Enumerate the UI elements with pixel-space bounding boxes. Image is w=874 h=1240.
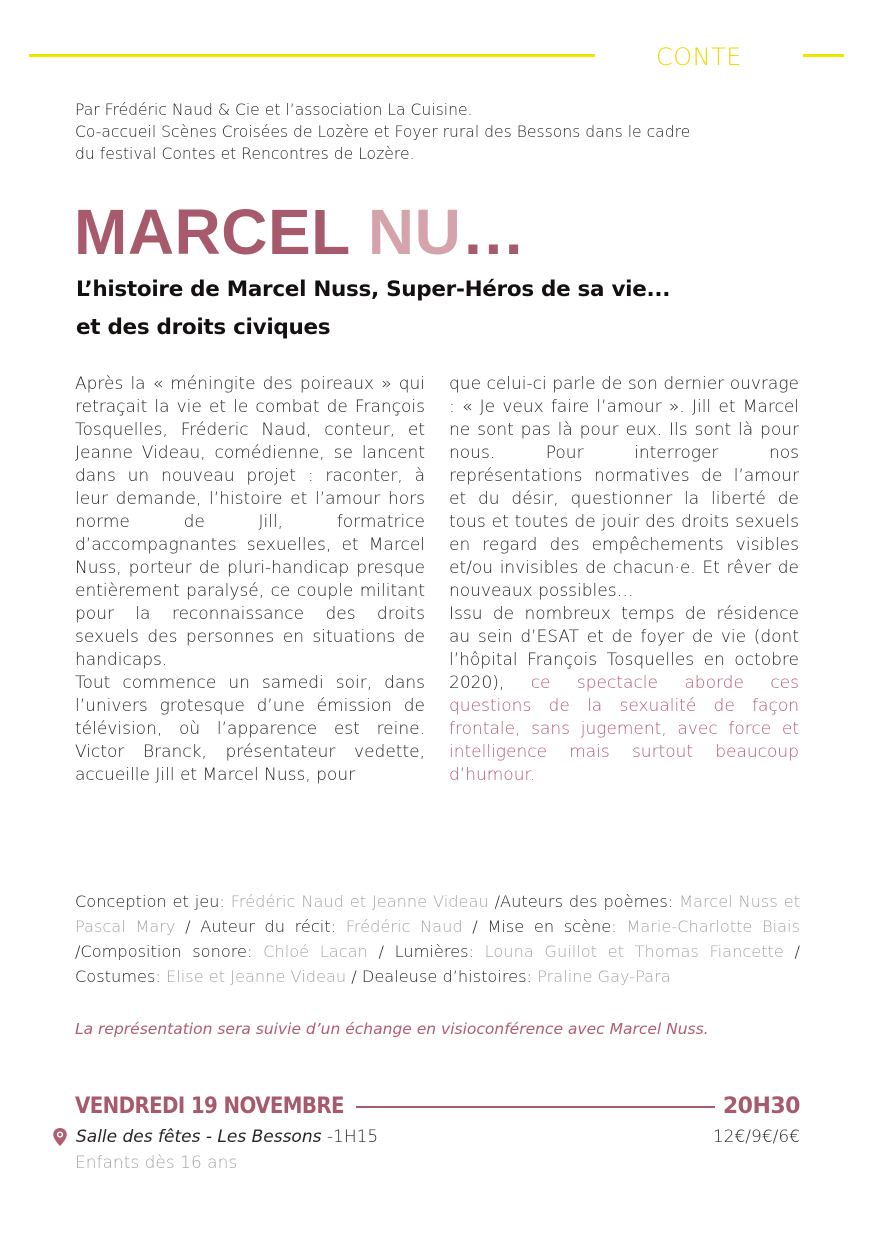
body-paragraph-2-start: Tout commence un samedi soir, dans l’univers grotesque d’une émission de télévision, où l’apparence est reine. Victor Branck, présentateur vedette, accueille Jill et Marcel Nuss, pour [75, 673, 425, 785]
event-date-row [75, 1090, 800, 1122]
credit-value: Marcel Nuss et Pascal Mary [75, 892, 800, 936]
subtitle-line-1: L’histoire de Marcel Nuss, Super-Héros de sa vie... [76, 277, 671, 302]
visio-note: La représentation sera suivie d’un échange en visioconférence avec Marcel Nuss. [75, 1020, 709, 1038]
header-rule-left [29, 54, 595, 57]
date-leader-line [356, 1106, 715, 1108]
title-part-2: NU [367, 196, 462, 268]
show-title [74, 192, 526, 272]
venue-name: Salle des fêtes - Les Bessons [76, 1127, 322, 1147]
venue-text [76, 1127, 378, 1147]
credit-label: / Dealeuse d’histoires: [351, 967, 538, 986]
credit-label: /Auteurs des poèmes: [494, 892, 680, 911]
credit-label: / Costumes: [75, 942, 801, 986]
body-paragraph-1: Après la « méningite des poireaux » qui retraçait la vie et le combat de François Tosquelles, Fréderic Naud, conteur, et Jeanne Videau, comédienne, se lancent dans un nouveau projet : raconter, à leur demande, l’histoire et l’amour hors norme de Jill, formatrice d’accompagnantes sexuelles, et Marcel Nuss, porteur de pluri-handicap presque entièrement paralysé, ce couple militant pour la reconnaissance des droits sexuels des personnes en situations de handicaps. [75, 374, 425, 670]
category-label: CONTE [656, 43, 742, 71]
ticket-price: 12€/9€/6€ [712, 1127, 800, 1147]
map-pin-icon [52, 1127, 68, 1147]
body-paragraph-3-text: Issu de nombreux temps de résidence au sein d’ESAT et de foyer de vie (dont l’hôpital François Tosquelles en octobre 2020), [449, 604, 799, 693]
coaccueil-line: Co-accueil Scènes Croisées de Lozère et Foyer rural des Bessons dans le cadre [75, 123, 691, 141]
credit-value: Elise et Jeanne Videau [166, 967, 352, 986]
production-credits [75, 99, 805, 165]
credit-label: Conception et jeu: [75, 892, 231, 911]
festival-line: du festival Contes et Rencontres de Lozère. [75, 145, 415, 163]
body-paragraph-3 [449, 603, 799, 787]
header-rule-right [803, 54, 844, 57]
credit-value: Louna Guillot et Thomas Fiancette [484, 942, 795, 961]
credit-value: Frédéric Naud [345, 917, 473, 936]
event-time: 20H30 [722, 1093, 800, 1119]
body-column-right [449, 373, 799, 787]
title-part-3: … [461, 196, 526, 268]
venue-group [52, 1127, 378, 1147]
body-paragraph-3-highlight: ce spectacle aborde ces questions de la sexualité de façon frontale, sans jugement, avec force et intelligence mais surtout beaucoup d’humour. [449, 673, 799, 785]
production-line: Par Frédéric Naud & Cie et l’association La Cuisine. [75, 101, 473, 119]
credit-label: / Lumières: [378, 942, 485, 961]
event-venue-row [52, 1124, 800, 1150]
title-part-1: MARCEL [74, 196, 368, 268]
artistic-credits [75, 889, 800, 989]
show-subtitle [76, 271, 796, 347]
credit-value: Praline Gay-Para [537, 967, 671, 986]
body-column-left [75, 373, 425, 787]
credit-label: /Composition sonore: [75, 942, 264, 961]
age-restriction: Enfants dès 16 ans [75, 1153, 238, 1173]
credit-value: Chloé Lacan [263, 942, 379, 961]
credit-label: / Auteur du récit: [185, 917, 346, 936]
event-duration: -1H15 [321, 1127, 379, 1147]
credit-label: / Mise en scène: [472, 917, 627, 936]
subtitle-line-2: et des droits civiques [76, 315, 331, 340]
event-date: VENDREDI 19 NOVEMBRE [75, 1093, 344, 1119]
credit-value: Marie-Charlotte Biais [626, 917, 800, 936]
credit-value: Frédéric Naud et Jeanne Videau [230, 892, 495, 911]
body-paragraph-2-end: que celui-ci parle de son dernier ouvrage : « Je veux faire l’amour ». Jill et Marcel ne sont pas là pour eux. Ils sont là pour nous. Pour interroger nos représentations normatives de l’amour et du désir, questionner la liberté de tous et toutes de jouir des droits sexuels en regard des empêchements visibles et/ou invisibles de chacun·e. Et rêver de nouveaux possibles… [449, 374, 799, 601]
